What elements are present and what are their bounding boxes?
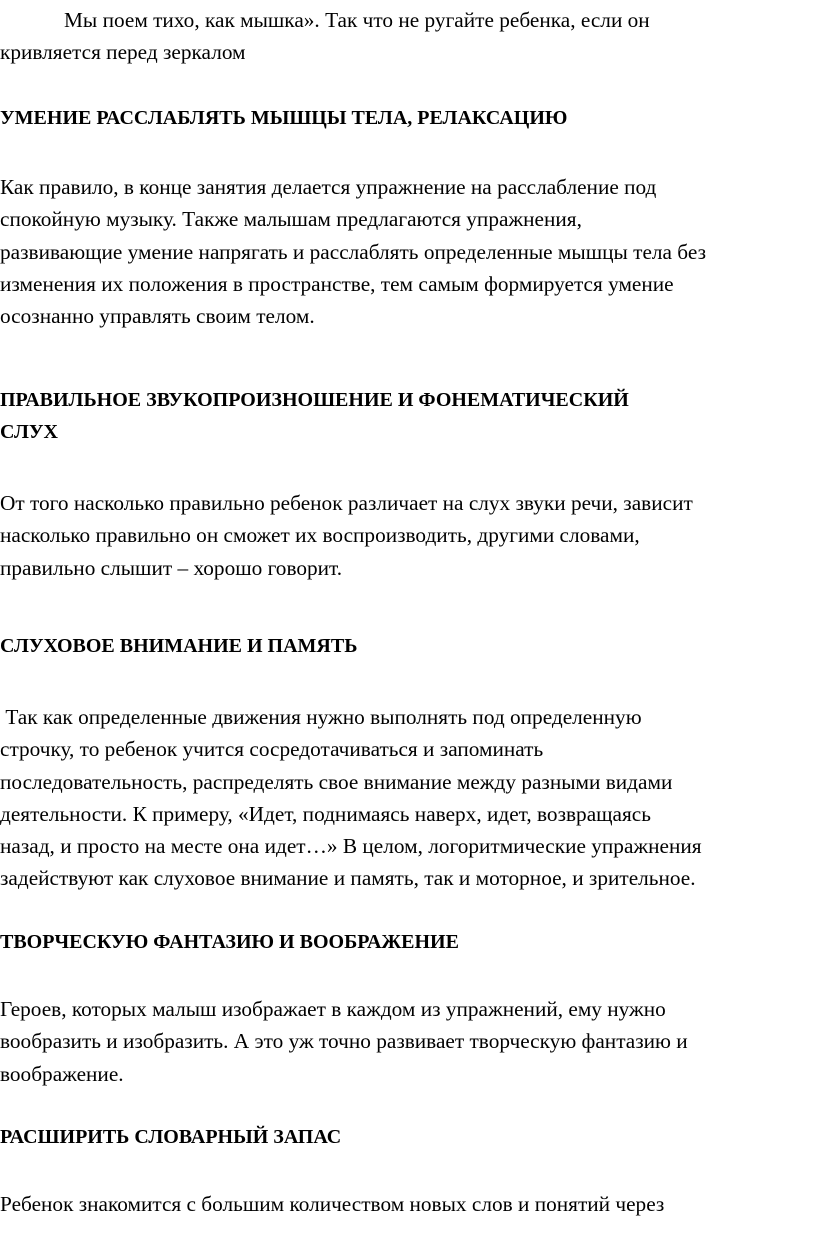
text-line: воображение. bbox=[0, 1061, 124, 1086]
section-heading-imagination bbox=[0, 926, 810, 958]
text-line: задействуют как слуховое внимание и память, так и моторное, и зрительное. bbox=[0, 866, 696, 891]
section-body-attention bbox=[0, 701, 810, 895]
text-line: последовательность, распределять свое внимание между разными видами bbox=[0, 769, 673, 794]
text-line: Так как определенные движения нужно выполнять под определенную bbox=[0, 705, 642, 729]
section-body-pronunciation bbox=[0, 487, 810, 584]
text-line: Мы поем тихо, как мышка». Так что не ругайте ребенка, если он bbox=[64, 8, 650, 32]
heading-line: ПРАВИЛЬНОЕ ЗВУКОПРОИЗНОШЕНИЕ И ФОНЕМАТИЧЕСКИЙ bbox=[0, 389, 629, 411]
text-line: кривляется перед зеркалом bbox=[0, 40, 246, 65]
section-body-vocabulary bbox=[0, 1188, 810, 1220]
text-line: От того насколько правильно ребенок различает на слух звуки речи, зависит bbox=[0, 491, 693, 515]
section-body-relaxation bbox=[0, 171, 810, 332]
text-line: спокойную музыку. Также малышам предлагаются упражнения, bbox=[0, 207, 582, 232]
heading-line: СЛУХ bbox=[0, 421, 58, 444]
text-line: насколько правильно он сможет их воспроизводить, другими словами, bbox=[0, 523, 640, 548]
intro-paragraph bbox=[0, 4, 810, 69]
text-line: Героев, которых малыш изображает в каждом из упражнений, ему нужно bbox=[0, 997, 666, 1021]
text-line: вообразить и изобразить. А это уж точно развивает творческую фантазию и bbox=[0, 1029, 688, 1054]
text-line: строчку, то ребенок учится сосредотачиваться и запоминать bbox=[0, 737, 544, 762]
text-line: изменения их положения в пространстве, тем самым формируется умение bbox=[0, 271, 674, 296]
text-line: развивающие умение напрягать и расслаблять определенные мышцы тела без bbox=[0, 239, 706, 264]
section-body-imagination bbox=[0, 993, 810, 1090]
section-heading-relaxation bbox=[0, 102, 810, 134]
text-line: Как правило, в конце занятия делается упражнение на расслабление под bbox=[0, 175, 657, 199]
section-heading-vocabulary bbox=[0, 1121, 810, 1153]
text-line: назад, и просто на месте она идет…» В целом, логоритмические упражнения bbox=[0, 834, 702, 859]
text-line: правильно слышит – хорошо говорит. bbox=[0, 555, 343, 580]
heading-line: СЛУХОВОЕ ВНИМАНИЕ И ПАМЯТЬ bbox=[0, 635, 358, 657]
text-line: деятельности. К примеру, «Идет, поднимаясь наверх, идет, возвращаясь bbox=[0, 801, 651, 826]
text-line: осознанно управлять своим телом. bbox=[0, 304, 315, 329]
text-line: Ребенок знакомится с большим количеством новых слов и понятий через bbox=[0, 1192, 665, 1216]
heading-line: РАСШИРИТЬ СЛОВАРНЫЙ ЗАПАС bbox=[0, 1126, 342, 1148]
heading-line: ТВОРЧЕСКУЮ ФАНТАЗИЮ И ВООБРАЖЕНИЕ bbox=[0, 931, 459, 953]
heading-line: УМЕНИЕ РАССЛАБЛЯТЬ МЫШЦЫ ТЕЛА, РЕЛАКСАЦИЮ bbox=[0, 107, 568, 129]
section-heading-pronunciation bbox=[0, 384, 810, 449]
section-heading-attention bbox=[0, 630, 810, 662]
